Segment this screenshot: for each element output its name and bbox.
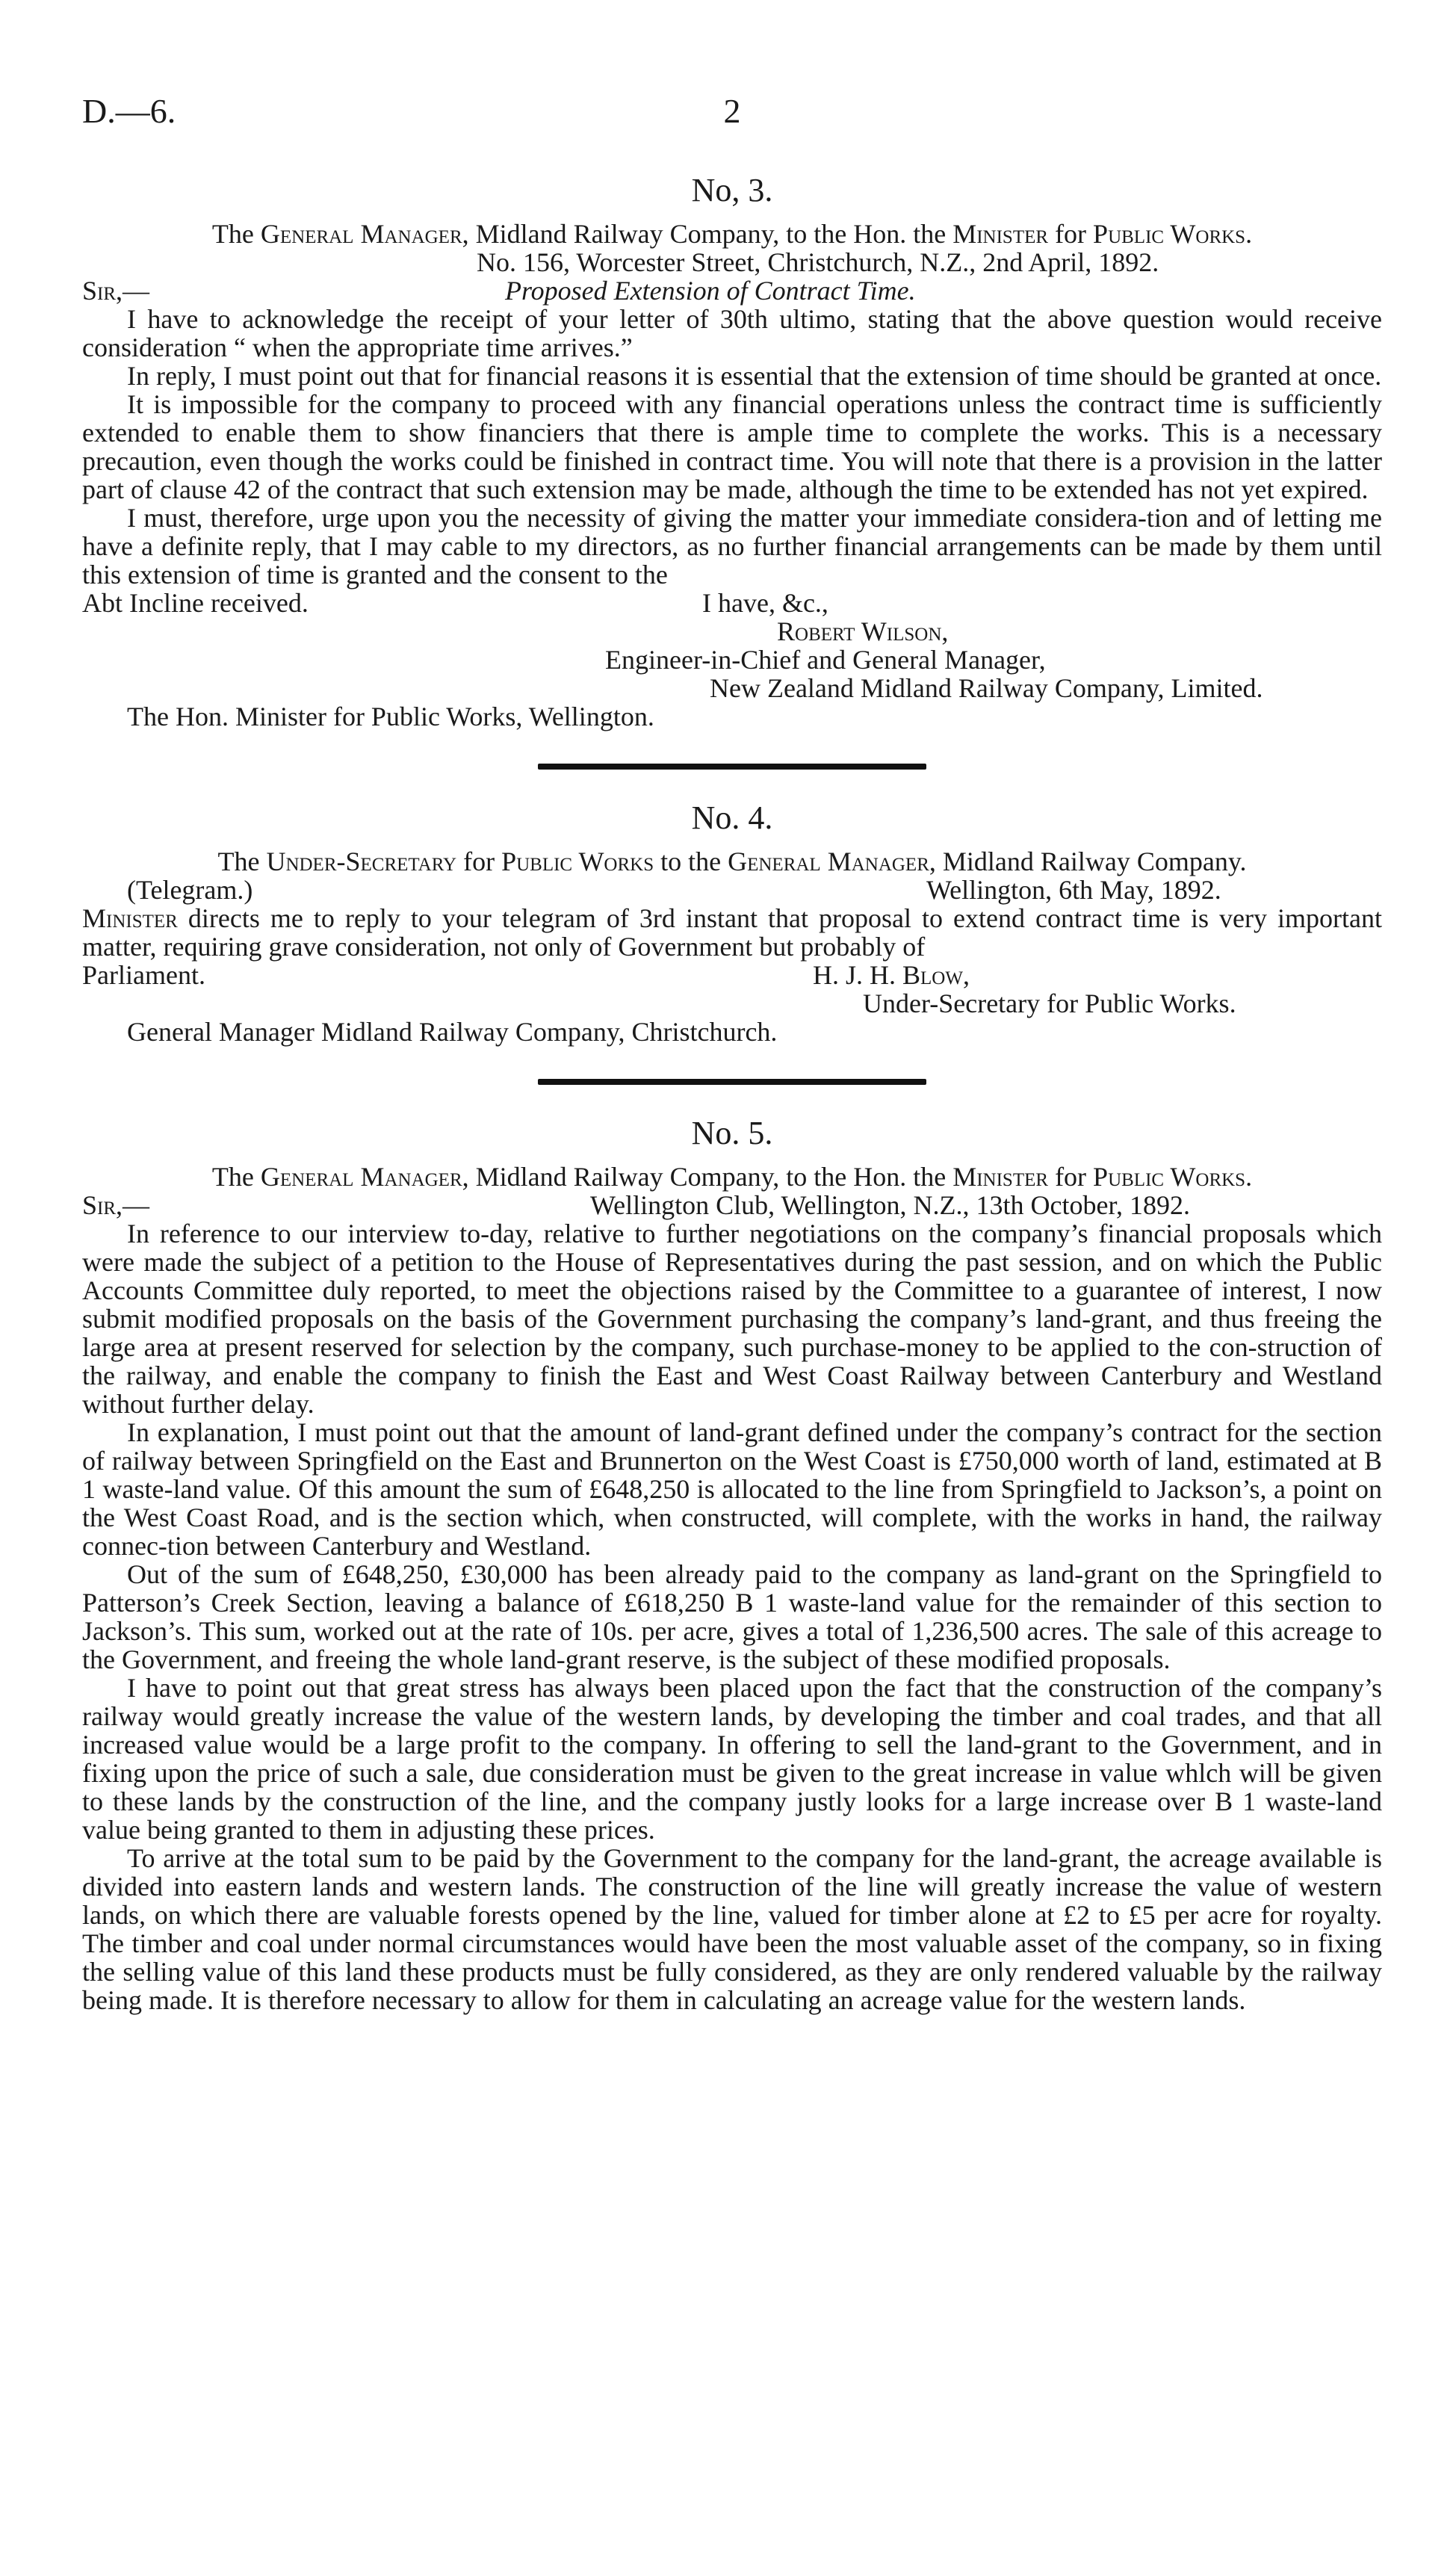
signer-name: Robert Wilson, [777, 616, 949, 646]
letter-heading [82, 220, 1382, 248]
addressee-row [82, 702, 1382, 731]
paragraph-last-line: Abt Incline received. [82, 588, 309, 618]
salutation-row [82, 1191, 1382, 1219]
telegram-body-text: directs me to reply to your telegram of 3rd instant that proposal to extend contract time is very important matter, requiring grave consideration, not only of Government but probably of [82, 903, 1382, 962]
section-title: No. 4. [691, 799, 773, 836]
addressee-row [82, 1018, 1382, 1046]
paragraph: It is impossible for the company to proceed with any financial operations unless the contract time is sufficiently extended to enable them to show financiers that there is ample time to complete the works. This is a necessary precaution, even though the works could be finished in contract time. You will note that there is a provision in the latter part of clause 42 of the contract that such extension may be made, although the time to be extended has not yet expired. [82, 389, 1382, 504]
salutation-row [82, 276, 1382, 305]
heading-department: Public Works [501, 847, 654, 876]
heading-text: for [1048, 219, 1094, 249]
signer-title: Under-Secretary for Public Works. [863, 988, 1236, 1018]
section-divider [538, 1079, 926, 1085]
heading-text: , Midland Railway Company. [929, 847, 1247, 876]
letter-subject: Proposed Extension of Contract Time. [505, 276, 916, 306]
heading-department: Public Works [1093, 219, 1246, 249]
section-title: No. 5. [691, 1115, 773, 1151]
signer-company: New Zealand Midland Railway Company, Limited. [710, 673, 1263, 703]
closing-row [82, 589, 1382, 617]
telegram-body-start: Minister [82, 903, 178, 933]
letter-no-4 [82, 799, 1382, 1046]
telegram-row [82, 876, 1382, 904]
signature-row [82, 617, 1382, 646]
signature-title-row [82, 989, 1382, 1018]
heading-sender: General Manager [260, 219, 462, 249]
document-page [82, 92, 1382, 2518]
heading-text: for [1048, 1162, 1094, 1192]
addressee: General Manager Midland Railway Company, Christchurch. [127, 1017, 778, 1047]
telegram-body [82, 904, 1382, 961]
section-title: No, 3. [691, 172, 773, 208]
signature-row [82, 961, 1382, 989]
paragraph: Out of the sum of £648,250, £30,000 has been already paid to the company as land-grant on the Springfield to Patterson’s Creek Section, leaving a balance of £618,250 B 1 waste-land value for the remainder of this section to Jackson’s. This sum, worked out at the rate of 10s. per acre, gives a total of 1,236,500 acres. The sale of this acreage to the Government, and freeing the whole land-grant reserve, is the subject of these modified proposals. [82, 1559, 1382, 1674]
heading-sender: Under-Secretary [266, 847, 457, 876]
address-line [82, 248, 1382, 276]
place-date: Wellington, 6th May, 1892. [926, 875, 1221, 905]
paragraph: To arrive at the total sum to be paid by the Government to the company for the land-grant, the acreage available is divided into eastern lands and western lands. The construction of the line will greatly increase the value of western lands, on which there are valuable forests opened by the line, valued for timber alone at £2 to £5 per acre for royalty. The timber and coal under normal circumstances would have been the most valuable asset of the company, so in fixing the selling value of this land these products must be fully considered, as they are only rendered valuable by the railway being made. It is therefore necessary to allow for them in calculating an acreage value for the western lands. [82, 1843, 1382, 2015]
letter-no-5 [82, 1115, 1382, 2014]
page-number: 2 [723, 92, 741, 130]
salutation: Sir,— [82, 276, 150, 306]
paragraph: In reference to our interview to-day, relative to further negotiations on the company’s financial proposals which were made the subject of a petition to the House of Representatives during the past session, and on which the Public Accounts Committee duly reported, to meet the objections raised by the Committee to a guarantee of interest, I now submit modified proposals on the basis of the Government purchasing the company’s land-grant, and thus freeing the large area at present reserved for selection by the company, such purchase-money to be applied to the con-struction of the railway, and enable the company to finish the East and West Coast Railway between Canterbury and Westland without further delay. [82, 1219, 1382, 1419]
sender-address: Wellington Club, Wellington, N.Z., 13th October, 1892. [590, 1190, 1191, 1220]
document-reference: D.—6. [82, 92, 176, 130]
paragraph: I have to point out that great stress has always been placed upon the fact that the construction of the company’s railway would greatly increase the value of the western lands, by developing the timber and coal trades, and that all increased value would be a large profit to the company. In offering to sell the land-grant to the Government, and in fixing upon the price of such a sale, due consideration must be given to the great increase in value whlch will be given to these lands by the construction of the line, and the company justly looks for a large increase over B 1 waste-land value being granted to them in adjusting these prices. [82, 1673, 1382, 1845]
signature-title-row [82, 646, 1382, 674]
letter-heading [82, 1163, 1382, 1191]
heading-sender: General Manager [260, 1162, 462, 1192]
telegram-label: (Telegram.) [127, 875, 253, 905]
heading-recipient: Minister [952, 219, 1049, 249]
sender-address: No. 156, Worcester Street, Christchurch, N.Z., 2nd April, 1892. [477, 247, 1159, 277]
heading-text: to the [654, 847, 728, 876]
salutation: Sir,— [82, 1190, 150, 1220]
heading-text: The [211, 1162, 261, 1192]
paragraph: I must, therefore, urge upon you the necessity of giving the matter your immediate considera-tion and of letting me have a definite reply, that I may cable to my directors, as no further financial arrangements can be made by them until this extension of time is granted and the consent to the [82, 503, 1382, 589]
addressee: The Hon. Minister for Public Works, Wellington. [127, 702, 654, 731]
signature-company-row [82, 674, 1382, 702]
heading-text: , Midland Railway Company, to the Hon. the [462, 219, 953, 249]
heading-text: The [217, 847, 267, 876]
heading-department: Public Works [1093, 1162, 1246, 1192]
heading-recipient: General Manager [728, 847, 929, 876]
heading-text: , Midland Railway Company, to the Hon. the [462, 1162, 953, 1192]
paragraph: In explanation, I must point out that the amount of land-grant defined under the company’s contract for the section of railway between Springfield on the East and Brunnerton on the West Coast is £750,000 worth of land, estimated at B 1 waste-land value. Of this amount the sum of £648,250 is allocated to the line from Springfield to Jackson’s, a point on the West Coast Road, and is the section which, when constructed, will complete, with the works in hand, the railway connec-tion between Canterbury and Westland. [82, 1417, 1382, 1561]
heading-recipient: Minister [952, 1162, 1049, 1192]
paragraph: I have to acknowledge the receipt of your letter of 30th ultimo, stating that the above question would receive consideration “ when the appropriate time arrives.” [82, 304, 1382, 362]
page-header [82, 92, 1382, 172]
heading-text: The [211, 219, 261, 249]
letter-no-3 [82, 172, 1382, 731]
paragraph: In reply, I must point out that for financial reasons it is essential that the extension of time should be granted at once. [127, 361, 1382, 391]
letter-heading [82, 847, 1382, 876]
heading-text: . [1245, 219, 1253, 249]
telegram-body-last-line: Parliament. [82, 960, 205, 990]
section-divider [538, 764, 926, 770]
closing: I have, &c., [702, 588, 828, 618]
heading-text: for [456, 847, 502, 876]
signer-title: Engineer-in-Chief and General Manager, [605, 645, 1046, 675]
heading-text: . [1245, 1162, 1253, 1192]
signer-name: H. J. H. Blow, [813, 960, 970, 990]
